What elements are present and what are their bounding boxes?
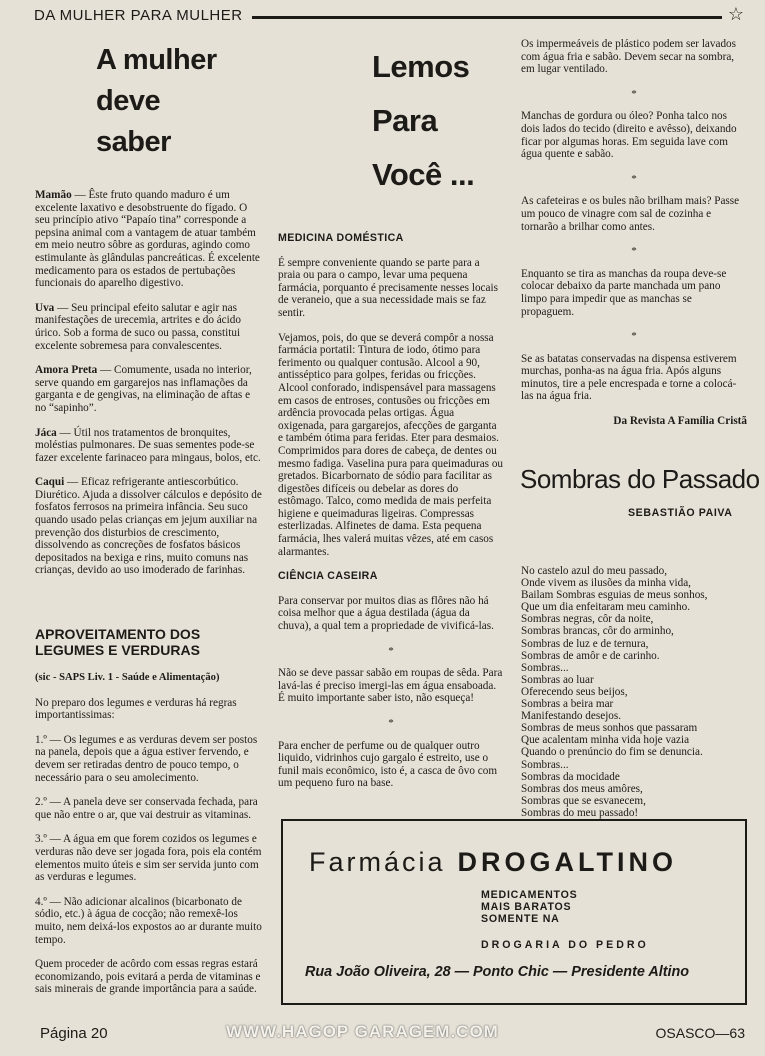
ad-brand: DROGALTINO [457, 847, 678, 877]
poem-line: Sombras dos meus amôres, [521, 782, 643, 795]
paragraph: 4.º — Não adicionar alcalinos (bicarbonato de sódio, etc.) à água de cocção; não remexê-los muito, nem deixá-los expostos ao ar durante muito tempo. [35, 895, 262, 946]
poem-line: Sombras negras, côr da noite, [521, 613, 654, 626]
fruit-entry: Jáca — Útil nos tratamentos de bronquites, moléstias pulmonares. De suas sementes pode-se fazer excelente farinaceo para mingaus, bolos, etc. [35, 426, 261, 464]
poem-line: Sombras de amôr e de carinho. [521, 649, 660, 662]
separator-star: * [631, 330, 637, 343]
poem-line: Sombras do meu passado! [521, 806, 639, 819]
caseira-title: CIÊNCIA CASEIRA [278, 570, 378, 583]
paragraph: Para conservar por muitos dias as flôres não há coisa melhor que a água destilada (água da chuva), a qual tem a propriedade de vivificá-las. [278, 594, 494, 633]
poem-author: SEBASTIÃO PAIVA [628, 507, 733, 519]
middle-title [372, 40, 474, 202]
paragraph: As cafeteiras e os bules não brilham mais? Passe um pouco de vinagre com sal de cozinha e tornarão a brilhar como antes. [521, 195, 740, 233]
separator-star: * [388, 717, 394, 729]
ad-line: MEDICAMENTOS [481, 889, 578, 901]
watermark: WWW.HAGOP GARAGEM.COM [226, 1022, 499, 1041]
left-title-line: deve [96, 85, 161, 117]
aproveitamento-section [35, 626, 263, 1008]
aproveitamento-title: APROVEITAMENTO DOS LEGUMES E VERDURAS [35, 626, 201, 658]
page-header [34, 5, 744, 27]
poem-line: Quando o prenúncio do fim se denuncia. [521, 746, 703, 759]
paragraph: 2.º — A panela deve ser conservada fechada, para que não entre o ar, que vai destruir as vitaminas. [35, 796, 258, 821]
poem-line: Sombras da mocidade [521, 770, 620, 783]
paragraph: Enquanto se tira as manchas da roupa deve-se colocar debaixo da parte manchada um pano limpo para impedir que as manchas se propaguem. [521, 267, 727, 318]
ad-lines [481, 889, 578, 925]
poem-line: Sombras que se esvanecem, [521, 794, 646, 807]
left-title [96, 40, 217, 163]
poem-line: Sombras a beira mar [521, 698, 614, 711]
poem-line: Onde vivem as ilusões da minha vida, [521, 577, 691, 590]
pharmacy-ad [281, 819, 747, 1005]
poem-title: Sombras do Passado [520, 464, 760, 494]
paragraph: Quem proceder de acôrdo com essas regras estará economizando, pois evitará a perda de vitaminas e sais minerais de grande importância para a saúde. [35, 958, 261, 996]
poem-line: Sombras de luz e de ternura, [521, 637, 649, 650]
poem-body [521, 565, 753, 819]
aproveitamento-source: (sic - SAPS Liv. 1 - Saúde e Alimentação) [35, 672, 220, 683]
poem-line: Sombras... [521, 758, 569, 771]
page-number: Página 20 [40, 1025, 108, 1042]
ad-title-prefix: Farmácia [309, 847, 446, 877]
city-page-label: OSASCO—63 [655, 1025, 745, 1041]
middle-title-line: Lemos [372, 49, 470, 84]
ad-address: Rua João Oliveira, 28 — Ponto Chic — Presidente Altino [305, 964, 690, 980]
poem-line: Sombras... [521, 661, 569, 674]
paragraph: Se as batatas conservadas na dispensa estiverem murchas, ponha-as na água fria. Após alguns minutos, tire a pele encrespada e torne a colocá-las na água fria. [521, 352, 737, 403]
separator-star: * [631, 245, 637, 258]
paragraph: 3.º — A água em que forem cozidos os legumes e verduras não deve ser jogada fora, pois ela contém elementos muito úteis e sim ser servida junto com as verduras e legumes. [35, 833, 262, 884]
header-rule [252, 16, 722, 19]
poem-line: Oferecendo seus beijos, [521, 685, 628, 698]
middle-title-line: Para [372, 103, 438, 138]
fruit-entry: Caqui — Eficaz refrigerante antiescorbútico. Diurético. Ajuda a dissolver cálculos e depósito de fosfatos ferrosos na primeira infância. Seu suco quando usado pelas crianças em jejum auxiliar na prevenção dos disturbios de crescimento, dissolvendo as concreções de fosfatos básicos depositados na bexiga e rins, muito comuns nas crianças, devido ao uso imoderado de farinhas. [35, 476, 262, 577]
ad-title [309, 847, 677, 878]
paragraph: Manchas de gordura ou óleo? Ponha talco nos dois lados do tecido (direito e avêsso), deixando ficar por algumas horas. Em seguida lave com água quente e sabão. [521, 110, 737, 161]
ad-line: MAIS BARATOS [481, 901, 572, 913]
paragraph: Vejamos, pois, do que se deverá compôr a nossa farmácia portatil: Tintura de iodo, ótimo para ferimento ou qualquer contusão. Alcool a 90, antisséptico para golpes, feridas ou fricções. Alcool conforado, indispensável para massagens em casos de entroses, contusões ou fricções em ardência provocada pelas ortigas. Água oxigenada, para gargarejos, afecções de garganta e também ótima para feridas. Eter para desmaios. Comprimidos para dores de cabeça, de dentes ou mesmo fadiga. Vaselina pura para queimaduras ou gretados. Bicarbornato de sódio para facilitar as digestões difíceis ou debelar as dores do estômago. Talco, como medida de mais perfeita higiene e queimaduras ligeiras. Compressas esterlizadas. Alfinetes de dama. Esta pequena farmácia, lhes valerá muitas vêzes, até em casos alarmantes. [278, 331, 504, 558]
page-footer [40, 1022, 745, 1046]
fruit-entry: Amora Preta — Comumente, usada no interior, serve quando em gargarejos nas inflamações da garganta e de gengivas, na eliminação de aftas e no “sapinho”. [35, 364, 252, 414]
middle-column [278, 232, 504, 802]
ad-line: SOMENTE NA [481, 913, 560, 925]
fruit-entry: Mamão — Êste fruto quando maduro é um excelente laxativo e desobstruente do fígado. O seu princípio ativo “Papaío tina” corresponde a pepsina animal com a vantagem de atuar também em meio neutro sôbre as gorduras, agindo como estimulante às glândulas pancreáticas. É excelente medicamento para os estados de pertubações funcionais do aparelho digestivo. [35, 189, 260, 290]
paragraph: Os impermeáveis de plástico podem ser lavados com água fria e sabão. Devem secar na sombra, em lugar ventilado. [521, 38, 736, 76]
separator-star: * [388, 644, 394, 657]
separator-star: * [631, 87, 637, 100]
credit: Da Revista A Família Cristã [613, 415, 747, 428]
ad-store-name: DROGARIA DO PEDRO [481, 939, 649, 951]
fruit-entry: Uva — Seu principal efeito salutar e agir nas manifestações de urecemia, artrites e do ácido úrico. Sob a forma de suco ou passa, constitui excelente sobremesa para convalescentes. [35, 301, 241, 352]
poem-line: Que um dia enfeitaram meu caminho. [521, 601, 690, 614]
middle-title-line: Você ... [372, 157, 475, 192]
paragraph: É sempre conveniente quando se parte para a praia ou para o campo, levar uma pequena farmácia, porquanto é precisamente nesses locais de veraneio, que a sua necessidade mais se faz sentir. [278, 256, 498, 319]
poem-line: Sombras ao luar [521, 673, 594, 686]
star-icon: ☆ [727, 4, 744, 24]
poem-line: Sombras brancas, côr do arminho, [521, 625, 674, 638]
section-title: DA MULHER PARA MULHER [34, 7, 243, 24]
right-column [521, 38, 747, 440]
poem-line: Sombras de meus sonhos que passaram [521, 722, 698, 735]
separator-star: * [631, 172, 637, 185]
paragraph: Para encher de perfume ou de qualquer outro liquido, vidrinhos cujo gargalo é estreito, use o funil mais econômico, isto é, a casca de ôvo com um pequeno furo na base. [278, 739, 498, 790]
left-title-line: A mulher [96, 44, 217, 76]
poem-line: Que acalentam minha vida hoje vazia [521, 734, 690, 747]
poem-line: Manifestando desejos. [521, 710, 622, 723]
paragraph: No preparo dos legumes e verduras há regras importantissimas: [35, 696, 237, 722]
left-title-line: saber [96, 126, 171, 158]
left-column [35, 189, 263, 589]
paragraph: Não se deve passar sabão em roupas de sêda. Para lavá-las é preciso imergi-las em água ensaboada. É muito importante saber isto, não esqueça! [278, 667, 503, 705]
medicina-title: MEDICINA DOMÉSTICA [278, 232, 404, 244]
paragraph: 1.º — Os legumes e as verduras devem ser postos na panela, depois que a água estiver fervendo, e devem ser retiradas dentro de pouco tempo, o necessário para o seu amolecimento. [35, 733, 258, 784]
poem-line: Bailam Sombras esguias de meus sonhos, [521, 589, 708, 602]
poem-line: No castelo azul do meu passado, [521, 565, 668, 577]
